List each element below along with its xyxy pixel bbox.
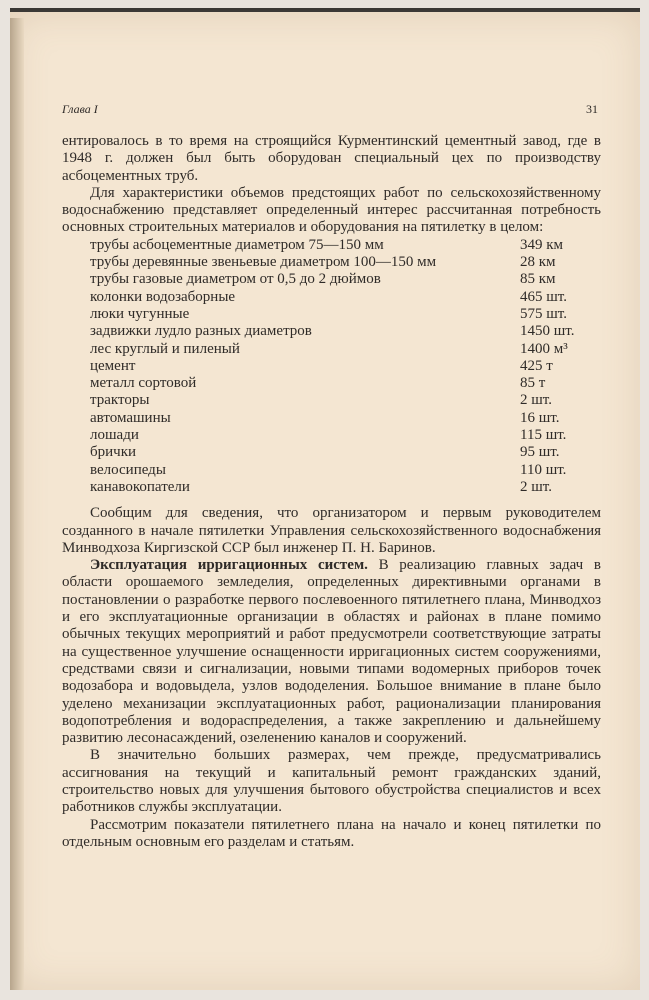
material-name: трубы деревянные звеньевые диаметром 100—150 мм xyxy=(90,254,437,271)
material-name: трубы газовые диаметром от 0,5 до 2 дюймов xyxy=(90,271,381,288)
material-row xyxy=(62,462,601,479)
material-row xyxy=(62,479,601,496)
material-row xyxy=(62,444,601,461)
paragraph-5: В значительно больших размерах, чем прежде, предусматривались ассигнования на текущий и капитальный ремонт гражданских зданий, строительство новых для улучшения бытового обустройства специалистов и всех работников службы эксплуатации. xyxy=(62,747,601,816)
paragraph-2: Для характеристики объемов предстоящих работ по сельскохозяйственному водоснабжению представляет определенный интерес рассчитанная потребность основных строительных материалов и оборудования на пятилетку в целом: xyxy=(62,184,601,236)
material-name: велосипеды xyxy=(90,461,166,478)
material-name: автомашины xyxy=(90,409,171,426)
material-row xyxy=(62,392,601,409)
material-quantity: 2 шт. xyxy=(520,392,552,409)
material-quantity: 85 т xyxy=(520,375,546,392)
materials-list xyxy=(62,237,601,496)
material-name: колонки водозаборные xyxy=(90,288,236,305)
material-row xyxy=(62,358,601,375)
material-row xyxy=(62,237,601,254)
material-row xyxy=(62,306,601,323)
material-name: брички xyxy=(90,444,137,461)
page-number: 31 xyxy=(586,102,598,116)
material-quantity: 16 шт. xyxy=(520,409,560,426)
material-quantity: 425 т xyxy=(520,357,553,374)
material-row xyxy=(62,323,601,340)
material-row xyxy=(62,410,601,427)
material-quantity: 1400 м³ xyxy=(520,340,568,357)
material-name: лошади xyxy=(90,427,139,444)
material-name: задвижки лудло разных диаметров xyxy=(90,323,312,340)
material-quantity: 1450 шт. xyxy=(520,323,575,340)
paragraph-4 xyxy=(62,557,601,747)
material-name: трубы асбоцементные диаметром 75—150 мм xyxy=(90,236,384,253)
material-row xyxy=(62,341,601,358)
page-body xyxy=(62,133,601,851)
material-quantity: 28 км xyxy=(520,254,556,271)
material-quantity: 465 шт. xyxy=(520,288,567,305)
material-quantity: 575 шт. xyxy=(520,305,567,322)
paragraph-1: ентировалось в то время на строящийся Курментинский цементный завод, где в 1948 г. должен был быть оборудован специальный цех по производству асбоцементных труб. xyxy=(62,133,601,184)
material-row xyxy=(62,289,601,306)
material-name: канавокопатели xyxy=(90,478,190,495)
paragraph-3: Сообщим для сведения, что организатором и первым руководителем созданного в начале пятилетки Управления сельскохозяйственного водоснабжения Минводхоза Киргизской ССР был инженер П. Н. Баринов. xyxy=(62,505,601,556)
paragraph-6: Рассмотрим показатели пятилетнего плана на начало и конец пятилетки по отдельным основным его разделам и статьям. xyxy=(62,816,601,850)
material-name: тракторы xyxy=(90,392,150,409)
material-row xyxy=(62,271,601,288)
material-name: люки чугунные xyxy=(90,305,190,322)
material-quantity: 349 км xyxy=(520,236,564,253)
material-name: металл сортовой xyxy=(90,375,197,392)
material-row xyxy=(62,375,601,392)
section-heading: Эксплуатация ирригационных систем. xyxy=(90,557,368,574)
material-quantity: 115 шт. xyxy=(520,427,567,444)
material-row xyxy=(62,427,601,444)
material-name: цемент xyxy=(90,357,136,374)
running-header xyxy=(62,102,598,116)
material-quantity: 2 шт. xyxy=(520,478,552,495)
material-name: лес круглый и пиленый xyxy=(90,340,240,357)
material-quantity: 110 шт. xyxy=(520,461,567,478)
chapter-title: Глава I xyxy=(62,102,98,116)
page-binding xyxy=(10,18,24,990)
material-row xyxy=(62,254,601,271)
material-quantity: 95 шт. xyxy=(520,444,560,461)
paragraph-4-text: В реализацию главных задач в области орошаемого земледелия, определенных директивными органами в постановлении о разработке первого послевоенного пятилетнего плана, Минводхоз и его эксплуатационные организации в областях и районах в плане помимо обычных текущих мероприятий и работ предусмотрели соответствующие затраты на существенное улучшение оснащенности ирригационных систем сооружениями, средствами связи и сигнализации, новыми типами водомерных приборов точек водозабора и водовыдела, узлов вододеления. Большое внимание в плане было уделено механизации эксплуатационных работ, рационализации планирования водопотребления и водораспределения, а также закреплению и дальнейшему развитию лесонасаждений, озеленению каналов и сооружений. xyxy=(62,557,601,747)
material-quantity: 85 км xyxy=(520,271,556,288)
